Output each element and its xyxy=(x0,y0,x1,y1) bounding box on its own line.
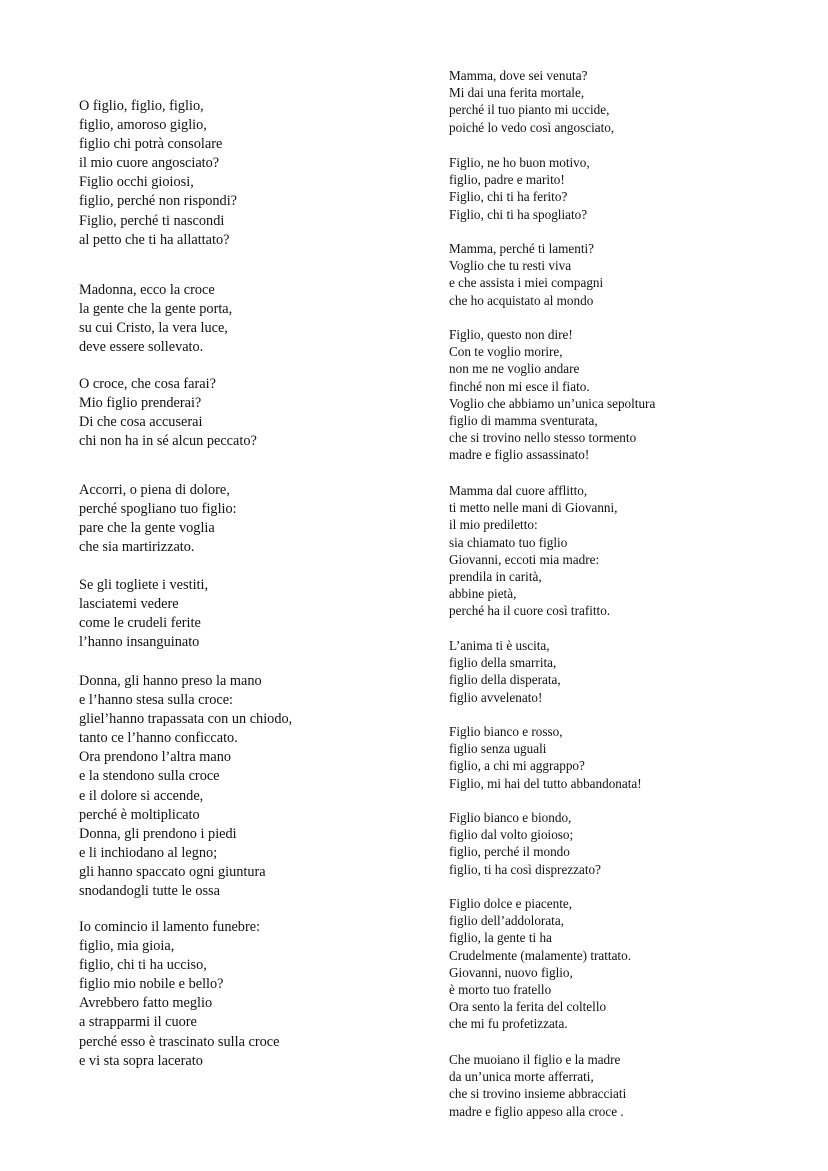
verse-line: perché ha il cuore così trafitto. xyxy=(449,603,611,619)
verse-line: figlio chi potrà consolare xyxy=(79,136,223,153)
verse-line: la gente che la gente porta, xyxy=(79,301,233,318)
verse-line: figlio, a chi mi aggrappo? xyxy=(449,758,585,774)
verse-line: figlio della smarrita, xyxy=(449,655,557,671)
stanza xyxy=(449,637,561,706)
verse-line: gli hanno spaccato ogni giuntura xyxy=(79,863,266,880)
verse-line: il mio prediletto: xyxy=(449,517,538,533)
verse-line: snodandogli tutte le ossa xyxy=(79,883,220,900)
verse-line: e l’hanno stesa sulla croce: xyxy=(79,692,234,709)
stanza xyxy=(79,918,279,1071)
verse-line: da un’unica morte afferrati, xyxy=(449,1069,594,1085)
stanza xyxy=(449,154,590,223)
verse-line: a strapparmi il cuore xyxy=(79,1014,197,1031)
verse-line: figlio, mia gioia, xyxy=(79,938,175,955)
verse-line: figlio, padre e marito! xyxy=(449,172,565,188)
verse-line: figlio dal volto gioioso; xyxy=(449,827,574,843)
verse-line: figlio senza uguali xyxy=(449,741,547,757)
verse-line: figlio, la gente ti ha xyxy=(449,930,552,946)
verse-line: Figlio bianco e rosso, xyxy=(449,724,563,739)
verse-line: al petto che ti ha allattato? xyxy=(79,231,230,248)
stanza xyxy=(79,481,237,557)
verse-line: abbine pietà, xyxy=(449,586,517,602)
stanza xyxy=(79,281,232,357)
verse-line: figlio, ti ha così disprezzato? xyxy=(449,861,601,877)
verse-line: Madonna, ecco la croce xyxy=(79,282,215,298)
verse-line: figlio avvelenato! xyxy=(449,689,543,705)
stanza xyxy=(79,672,292,901)
verse-line: madre e figlio assassinato! xyxy=(449,447,590,463)
verse-line: O figlio, figlio, figlio, xyxy=(79,98,204,114)
verse-line: Figlio, ne ho buon motivo, xyxy=(449,155,590,170)
verse-line: Mamma, dove sei venuta? xyxy=(449,68,588,83)
verse-line: Giovanni, eccoti mia madre: xyxy=(449,551,600,567)
verse-line: che si trovino nello stesso tormento xyxy=(449,430,637,446)
verse-line: Mamma, perché ti lamenti? xyxy=(449,241,595,256)
verse-line: Giovanni, nuovo figlio, xyxy=(449,964,573,980)
verse-line: Con te voglio morire, xyxy=(449,344,563,360)
verse-line: Figlio, questo non dire! xyxy=(449,327,573,342)
verse-line: pare che la gente voglia xyxy=(79,520,215,537)
verse-line: Mio figlio prenderai? xyxy=(79,395,202,412)
verse-line: figlio di mamma sventurata, xyxy=(449,413,598,429)
verse-line: che sia martirizzato. xyxy=(79,539,195,556)
verse-line: finché non mi esce il fiato. xyxy=(449,378,590,394)
stanza xyxy=(79,375,257,451)
stanza xyxy=(449,482,617,620)
stanza xyxy=(449,809,601,878)
stanza xyxy=(449,67,614,136)
verse-line: Di che cosa accuserai xyxy=(79,414,203,431)
verse-line: Figlio dolce e piacente, xyxy=(449,896,573,911)
verse-line: e li inchiodano al legno; xyxy=(79,844,218,861)
verse-line: Ora prendono l’altra mano xyxy=(79,749,232,766)
verse-line: perché esso è trascinato sulla croce xyxy=(79,1033,280,1050)
verse-line: Accorri, o piena di dolore, xyxy=(79,482,230,498)
verse-line: Che muoiano il figlio e la madre xyxy=(449,1052,621,1067)
verse-line: tanto ce l’hanno conficcato. xyxy=(79,730,238,747)
verse-line: figlio, chi ti ha ucciso, xyxy=(79,957,207,974)
verse-line: figlio, amoroso giglio, xyxy=(79,117,207,134)
verse-line: il mio cuore angosciato? xyxy=(79,155,220,172)
verse-line: e che assista i miei compagni xyxy=(449,275,604,291)
stanza xyxy=(449,240,603,309)
verse-line: lasciatemi vedere xyxy=(79,596,179,613)
stanza xyxy=(449,1051,626,1120)
verse-line: Io comincio il lamento funebre: xyxy=(79,919,261,935)
verse-line: su cui Cristo, la vera luce, xyxy=(79,320,228,337)
verse-line: Crudelmente (malamente) trattato. xyxy=(449,947,631,963)
verse-line: Figlio, chi ti ha spogliato? xyxy=(449,206,588,222)
verse-line: Ora sento la ferita del coltello xyxy=(449,999,607,1015)
verse-line: che ho acquistato al mondo xyxy=(449,292,594,308)
verse-line: figlio mio nobile e bello? xyxy=(79,976,224,993)
stanza xyxy=(449,895,631,1033)
verse-line: figlio, perché non rispondi? xyxy=(79,193,238,210)
verse-line: chi non ha in sé alcun peccato? xyxy=(79,433,257,450)
stanza xyxy=(79,97,237,250)
verse-line: Figlio, perché ti nascondi xyxy=(79,212,225,229)
verse-line: Figlio bianco e biondo, xyxy=(449,810,572,825)
verse-line: Figlio, chi ti ha ferito? xyxy=(449,189,568,205)
verse-line: non me ne voglio andare xyxy=(449,361,580,377)
verse-line: O croce, che cosa farai? xyxy=(79,376,216,392)
verse-line: gliel’hanno trapassata con un chiodo, xyxy=(79,711,293,728)
verse-line: prendila in carità, xyxy=(449,569,542,585)
verse-line: perché è moltiplicato xyxy=(79,806,200,823)
verse-line: figlio della disperata, xyxy=(449,672,561,688)
verse-line: madre e figlio appeso alla croce . xyxy=(449,1103,624,1119)
verse-line: Voglio che abbiamo un’unica sepoltura xyxy=(449,395,656,411)
verse-line: Se gli togliete i vestiti, xyxy=(79,577,209,593)
verse-line: sia chiamato tuo figlio xyxy=(449,534,568,550)
stanza xyxy=(449,723,642,792)
verse-line: Donna, gli prendono i piedi xyxy=(79,825,237,842)
verse-line: e il dolore si accende, xyxy=(79,787,204,804)
verse-line: Voglio che tu resti viva xyxy=(449,258,572,274)
verse-line: e la stendono sulla croce xyxy=(79,768,220,785)
verse-line: Figlio occhi gioiosi, xyxy=(79,174,194,191)
verse-line: figlio, perché il mondo xyxy=(449,844,570,860)
verse-line: è morto tuo fratello xyxy=(449,982,552,998)
verse-line: Avrebbero fatto meglio xyxy=(79,995,213,1012)
verse-line: Figlio, mi hai del tutto abbandonata! xyxy=(449,775,642,791)
verse-line: l’hanno insanguinato xyxy=(79,634,200,651)
verse-line: Mi dai una ferita mortale, xyxy=(449,85,585,101)
verse-line: e vi sta sopra lacerato xyxy=(79,1052,203,1069)
stanza xyxy=(79,576,208,652)
verse-line: ti metto nelle mani di Giovanni, xyxy=(449,500,618,516)
verse-line: deve essere sollevato. xyxy=(79,339,204,356)
stanza xyxy=(449,326,655,464)
verse-line: figlio dell’addolorata, xyxy=(449,913,564,929)
verse-line: poiché lo vedo così angosciato, xyxy=(449,119,615,135)
verse-line: Mamma dal cuore afflitto, xyxy=(449,483,588,498)
verse-line: Donna, gli hanno preso la mano xyxy=(79,673,262,689)
verse-line: L’anima ti è uscita, xyxy=(449,638,550,653)
verse-line: che mi fu profetizzata. xyxy=(449,1016,568,1032)
verse-line: perché il tuo pianto mi uccide, xyxy=(449,102,610,118)
verse-line: perché spogliano tuo figlio: xyxy=(79,501,237,518)
verse-line: che si trovino insieme abbracciati xyxy=(449,1086,627,1102)
verse-line: come le crudeli ferite xyxy=(79,615,201,632)
